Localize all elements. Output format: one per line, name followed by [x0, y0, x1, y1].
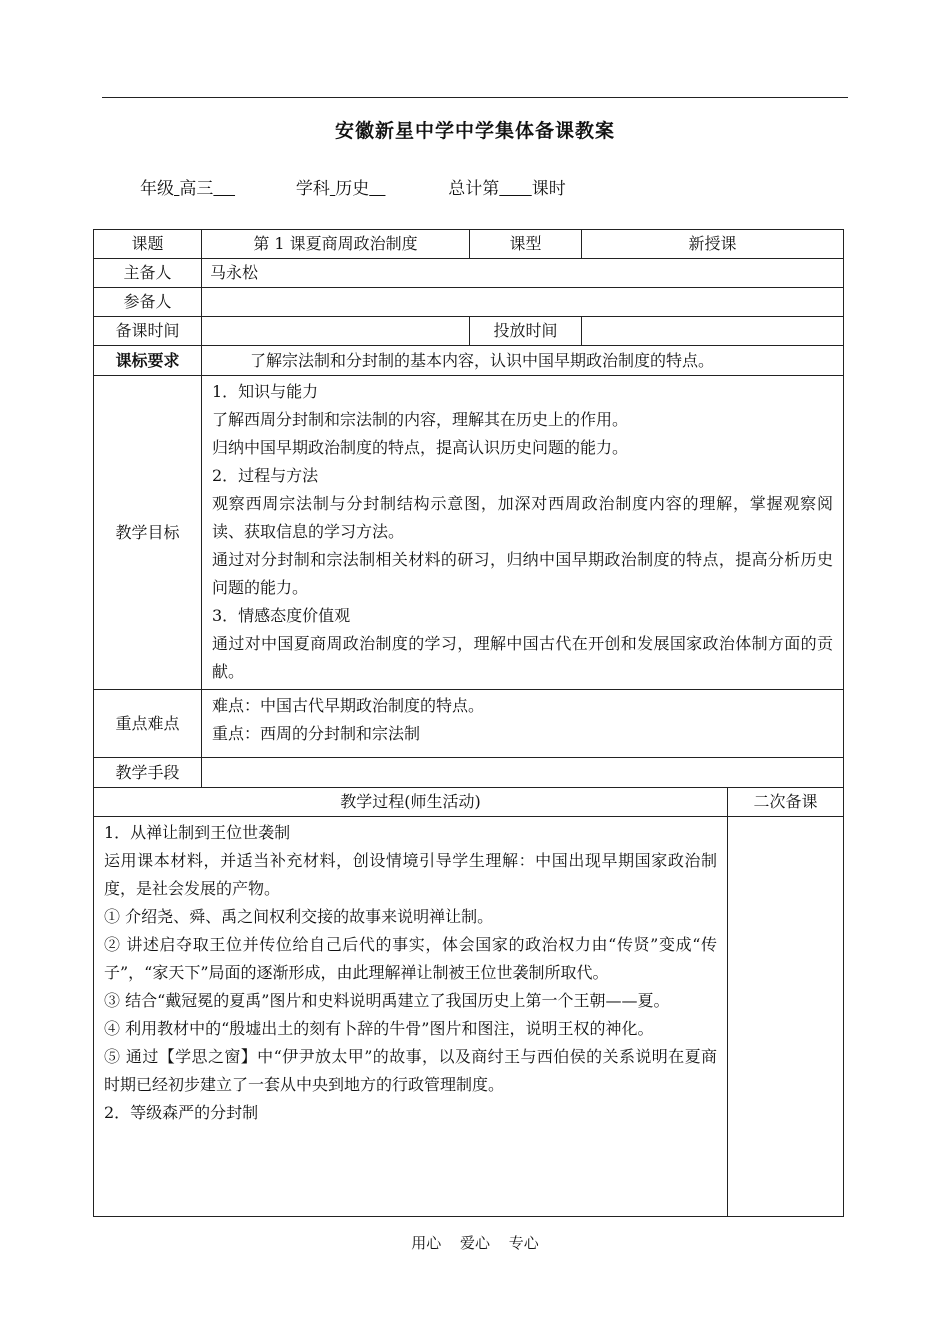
meta-line — [140, 174, 566, 199]
goal-line: 1．知识与能力 — [212, 382, 319, 401]
type-label: 课型 — [470, 230, 582, 259]
page-title: 安徽新星中学中学集体备课教案 — [334, 120, 615, 142]
standard-label: 课标要求 — [94, 346, 202, 376]
goals-content — [202, 376, 844, 690]
side-notes — [728, 817, 844, 1217]
page-footer: 用心 爱心 专心 — [411, 1234, 539, 1252]
standard-value: 了解宗法制和分封制的基本内容，认识中国早期政治制度的特点。 — [202, 346, 844, 376]
lesson-info-table — [93, 229, 844, 788]
participant-value — [202, 288, 844, 317]
process-paragraph: ④ 利用教材中的“殷墟出土的刻有卜辞的牛骨”图片和图注，说明王权的神化。 — [104, 1019, 654, 1038]
deliver-time-value — [582, 317, 844, 346]
key-content — [202, 690, 844, 758]
prep-time-label: 备课时间 — [94, 317, 202, 346]
goal-line: 2．过程与方法 — [212, 466, 319, 485]
grade-label: 年级 — [140, 179, 174, 199]
total-blank — [499, 179, 531, 199]
goal-line: 了解西周分封制和宗法制的内容，理解其在历史上的作用。 — [212, 410, 629, 429]
process-paragraph: ① 介绍尧、舜、禹之间权利交接的故事来说明禅让制。 — [104, 907, 494, 926]
topic-label: 课题 — [94, 230, 202, 259]
topic-value: 第 1 课夏商周政治制度 — [202, 230, 470, 259]
header-rule — [102, 97, 848, 98]
goal-line: 3．情感态度价值观 — [212, 606, 351, 625]
process-paragraph: 1．从禅让制到王位世袭制 — [104, 823, 291, 842]
lead-label: 主备人 — [94, 259, 202, 288]
total-suffix: 课时 — [531, 179, 566, 199]
deliver-time-label: 投放时间 — [470, 317, 582, 346]
lead-value: 马永松 — [202, 259, 844, 288]
process-content — [94, 817, 728, 1217]
goal-line: 观察西周宗法制与分封制结构示意图，加深对西周政治制度内容的理解，掌握观察阅读、获取信息的学习方法。 — [212, 494, 833, 541]
prep-time-value — [202, 317, 470, 346]
subject-label: 学科 — [295, 179, 330, 199]
goal-line: 通过对中国夏商周政治制度的学习，理解中国古代在开创和发展国家政治体制方面的贡献。 — [212, 634, 833, 681]
goals-label: 教学目标 — [94, 376, 202, 690]
process-paragraph: 2．等级森严的分封制 — [104, 1103, 259, 1122]
subject-value: 历史 — [335, 179, 370, 199]
key-line: 重点：西周的分封制和宗法制 — [212, 724, 421, 743]
process-paragraph: 运用课本材料，并适当补充材料，创设情境引导学生理解：中国出现早期国家政治制度，是社会发展的产物。 — [104, 851, 717, 898]
goal-line: 归纳中国早期政治制度的特点，提高认识历史问题的能力。 — [212, 438, 629, 457]
process-paragraph: ⑤ 通过【学思之窗】中“伊尹放太甲”的故事，以及商纣王与西伯侯的关系说明在夏商时期已经初步建立了一套从中央到地方的行政管理制度。 — [104, 1047, 717, 1094]
type-value: 新授课 — [582, 230, 844, 259]
goal-line: 通过对分封制和宗法制相关材料的研习，归纳中国早期政治制度的特点，提高分析历史问题的能力。 — [212, 550, 833, 597]
process-paragraph: ③ 结合“戴冠冕的夏禹”图片和史料说明禹建立了我国历史上第一个王朝——夏。 — [104, 991, 670, 1010]
key-line: 难点：中国古代早期政治制度的特点。 — [212, 696, 485, 715]
participant-label: 参备人 — [94, 288, 202, 317]
process-header: 教学过程(师生活动) — [94, 788, 728, 817]
process-paragraph: ② 讲述启夺取王位并传位给自己后代的事实，体会国家的政治权力由“传贤”变成“传子”，“家天下”局面的逐渐形成，由此理解禅让制被王位世袭制所取代。 — [104, 935, 717, 982]
process-table — [93, 787, 844, 1217]
total-label: 总计第 — [448, 179, 500, 199]
side-header: 二次备课 — [728, 788, 844, 817]
means-value — [202, 758, 844, 788]
grade-value: 高三 — [179, 179, 214, 199]
means-label: 教学手段 — [94, 758, 202, 788]
key-label: 重点难点 — [94, 690, 202, 758]
